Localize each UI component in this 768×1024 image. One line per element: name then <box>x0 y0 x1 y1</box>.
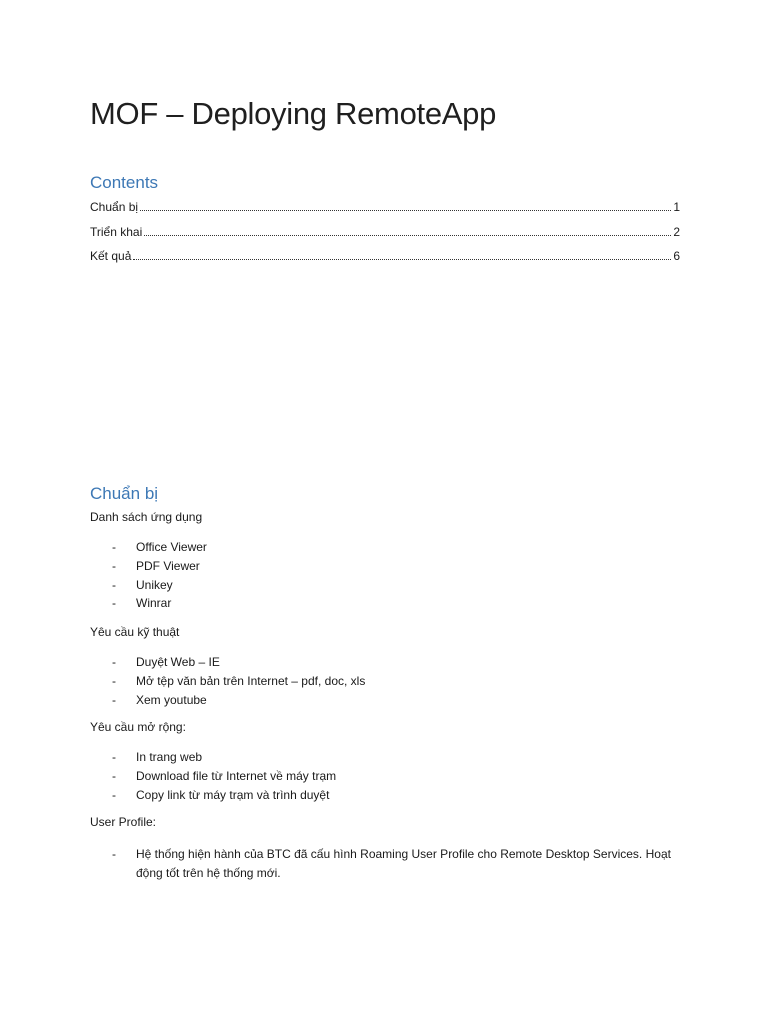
list-item-text: Download file từ Internet về máy trạm <box>136 768 337 783</box>
toc-entry-label: Chuẩn bị <box>90 200 139 214</box>
list-item-text: Winrar <box>136 596 172 611</box>
bullet-dash: - <box>112 847 116 861</box>
toc-entry-ket-qua[interactable] <box>90 249 680 274</box>
toc-dot-leader <box>133 258 671 260</box>
list-item <box>112 691 365 710</box>
toc-entry-chuan-bi[interactable] <box>90 200 680 225</box>
list-item-text: Unikey <box>136 577 173 592</box>
list-item-text: Office Viewer <box>136 540 207 554</box>
list-item <box>112 845 676 883</box>
list-item-text: PDF Viewer <box>136 558 200 573</box>
list-item <box>112 538 207 557</box>
bullet-dash: - <box>112 655 116 669</box>
toc-entry-page: 1 <box>673 200 680 214</box>
technical-requirements-list <box>112 653 365 709</box>
bullet-dash: - <box>112 596 116 611</box>
subheading-extended-requirements: Yêu cầu mở rộng: <box>90 720 186 734</box>
section-heading: Chuẩn bị <box>90 484 159 503</box>
app-list <box>112 538 207 613</box>
list-item-text: In trang web <box>136 750 203 764</box>
bullet-dash: - <box>112 692 116 707</box>
list-item-text: Hệ thống hiện hành của BTC đã cấu hình Roaming User Profile cho Remote Desktop Services. Hoạt động tốt trên hệ thống mới. <box>136 847 671 880</box>
bullet-dash: - <box>112 750 116 764</box>
bullet-dash: - <box>112 768 116 783</box>
list-item <box>112 653 365 672</box>
bullet-dash: - <box>112 540 116 554</box>
list-item <box>112 594 207 613</box>
bullet-dash: - <box>112 558 116 573</box>
subheading-app-list: Danh sách ứng dụng <box>90 510 203 524</box>
list-item-text: Mở tệp văn bản trên Internet – pdf, doc, xls <box>136 673 366 688</box>
list-item <box>112 767 336 786</box>
toc-entry-label: Triển khai <box>90 224 143 239</box>
toc-entry-label: Kết quả <box>90 249 132 263</box>
toc-dot-leader <box>140 209 671 211</box>
user-profile-list <box>112 845 676 883</box>
bullet-dash: - <box>112 673 116 688</box>
list-item-text: Duyệt Web – IE <box>136 655 220 669</box>
toc-dot-leader <box>144 234 671 236</box>
list-item <box>112 557 207 576</box>
bullet-dash: - <box>112 787 116 802</box>
list-item-text: Copy link từ máy trạm và trình duyệt <box>136 787 330 802</box>
toc-entry-trien-khai[interactable] <box>90 225 680 250</box>
bullet-dash: - <box>112 577 116 592</box>
list-item <box>112 672 365 691</box>
table-of-contents <box>90 200 680 274</box>
extended-requirements-list <box>112 748 336 804</box>
toc-entry-page: 6 <box>673 249 680 263</box>
list-item-text: Xem youtube <box>136 692 207 707</box>
toc-heading: Contents <box>90 173 159 192</box>
document-title: MOF – Deploying RemoteApp <box>90 96 497 131</box>
toc-entry-page: 2 <box>673 224 680 239</box>
list-item <box>112 576 207 595</box>
list-item <box>112 748 336 767</box>
subheading-user-profile: User Profile: <box>90 815 157 829</box>
list-item <box>112 786 336 805</box>
subheading-technical-requirements: Yêu cầu kỹ thuật <box>90 625 180 639</box>
